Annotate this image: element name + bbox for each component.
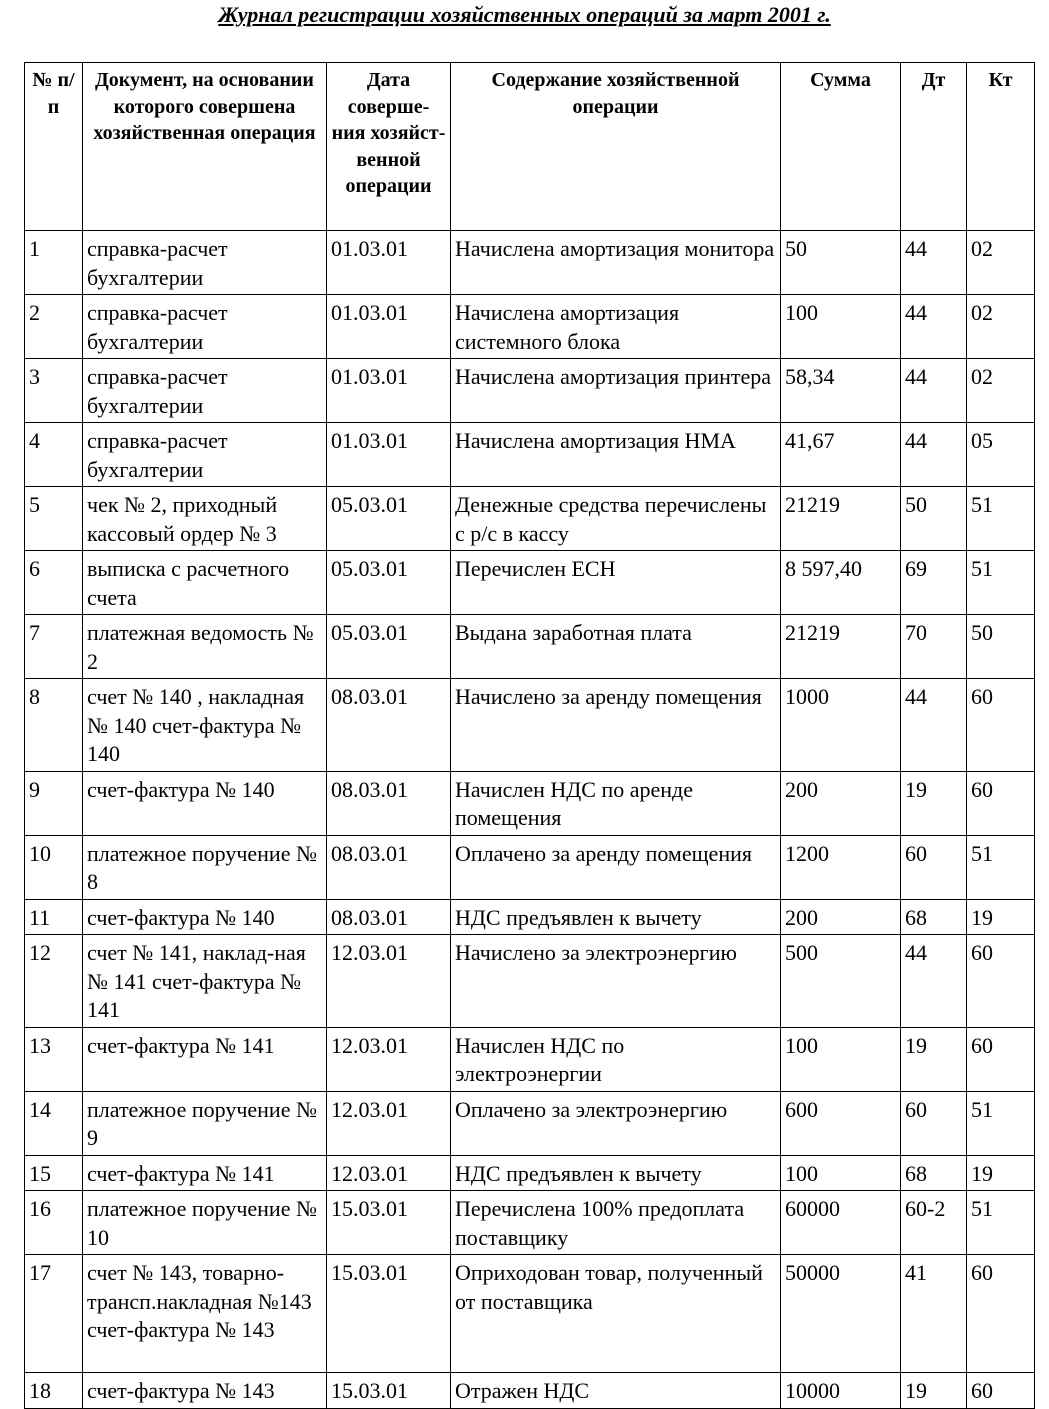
cell-kt: 60 [967, 679, 1035, 772]
cell-date: 08.03.01 [327, 679, 451, 772]
cell-content: Начислена амортизация системного блока [451, 295, 781, 359]
cell-sum: 21219 [781, 487, 901, 551]
cell-date: 08.03.01 [327, 899, 451, 935]
cell-content: Перечислен ЕСН [451, 551, 781, 615]
cell-num: 2 [25, 295, 83, 359]
cell-num: 1 [25, 231, 83, 295]
cell-num: 11 [25, 899, 83, 935]
cell-num: 15 [25, 1155, 83, 1191]
cell-document: счет-фактура № 140 [83, 899, 327, 935]
page-title: Журнал регистрации хозяйственных операций за март 2001 г. [218, 2, 831, 27]
cell-dt: 19 [901, 1027, 967, 1091]
cell-num: 3 [25, 359, 83, 423]
cell-dt: 60 [901, 1091, 967, 1155]
cell-document: выписка с расчетного счета [83, 551, 327, 615]
cell-document: счет-фактура № 141 [83, 1155, 327, 1191]
cell-document: счет-фактура № 143 [83, 1373, 327, 1409]
cell-dt: 69 [901, 551, 967, 615]
cell-num: 12 [25, 935, 83, 1028]
table-row [25, 359, 1035, 423]
cell-content: Денежные средства перечислены с р/с в кассу [451, 487, 781, 551]
cell-content: Перечислена 100% предоплата поставщику [451, 1191, 781, 1255]
cell-document: счет-фактура № 140 [83, 771, 327, 835]
cell-document: счет № 141, наклад-ная № 141 счет-фактура № 141 [83, 935, 327, 1028]
cell-document: чек № 2, приходный кассовый ордер № 3 [83, 487, 327, 551]
cell-dt: 44 [901, 679, 967, 772]
cell-document: справка-расчет бухгалтерии [83, 359, 327, 423]
cell-sum: 500 [781, 935, 901, 1028]
cell-sum: 58,34 [781, 359, 901, 423]
header-row [25, 63, 1035, 231]
cell-date: 08.03.01 [327, 771, 451, 835]
col-header-document: Документ, на основании которого совершена хозяйственная операция [83, 63, 327, 231]
cell-sum: 100 [781, 295, 901, 359]
table-row [25, 615, 1035, 679]
cell-num: 8 [25, 679, 83, 772]
cell-num: 13 [25, 1027, 83, 1091]
cell-kt: 02 [967, 295, 1035, 359]
cell-content: Оплачено за электроэнергию [451, 1091, 781, 1155]
cell-date: 12.03.01 [327, 1027, 451, 1091]
cell-content: Начислено за аренду помещения [451, 679, 781, 772]
cell-date: 01.03.01 [327, 295, 451, 359]
cell-dt: 44 [901, 935, 967, 1028]
table-row [25, 1255, 1035, 1373]
table-row [25, 1191, 1035, 1255]
cell-document: платежное поручение № 9 [83, 1091, 327, 1155]
cell-dt: 68 [901, 899, 967, 935]
cell-document: справка-расчет бухгалтерии [83, 231, 327, 295]
cell-content: Начислен НДС по аренде помещения [451, 771, 781, 835]
cell-kt: 60 [967, 771, 1035, 835]
cell-num: 17 [25, 1255, 83, 1373]
table-row [25, 1373, 1035, 1409]
cell-kt: 60 [967, 935, 1035, 1028]
table-row [25, 935, 1035, 1028]
cell-document: справка-расчет бухгалтерии [83, 295, 327, 359]
col-header-kt: Кт [967, 63, 1035, 231]
cell-date: 15.03.01 [327, 1191, 451, 1255]
cell-document: платежное поручение № 10 [83, 1191, 327, 1255]
cell-dt: 60-2 [901, 1191, 967, 1255]
col-header-dt: Дт [901, 63, 967, 231]
cell-content: Начислено за электроэнергию [451, 935, 781, 1028]
cell-content: Начислена амортизация монитора [451, 231, 781, 295]
cell-date: 12.03.01 [327, 1091, 451, 1155]
cell-date: 01.03.01 [327, 423, 451, 487]
cell-content: Выдана заработная плата [451, 615, 781, 679]
table-row [25, 1091, 1035, 1155]
table-row [25, 423, 1035, 487]
cell-content: НДС предъявлен к вычету [451, 1155, 781, 1191]
cell-kt: 60 [967, 1027, 1035, 1091]
cell-kt: 51 [967, 835, 1035, 899]
table-row [25, 835, 1035, 899]
table-row [25, 771, 1035, 835]
cell-date: 01.03.01 [327, 231, 451, 295]
col-header-date: Дата соверше-ния хозяйст-венной операции [327, 63, 451, 231]
cell-dt: 44 [901, 231, 967, 295]
table-row [25, 551, 1035, 615]
cell-date: 05.03.01 [327, 551, 451, 615]
cell-dt: 68 [901, 1155, 967, 1191]
col-header-sum: Сумма [781, 63, 901, 231]
cell-kt: 19 [967, 1155, 1035, 1191]
cell-content: Начислена амортизация принтера [451, 359, 781, 423]
cell-date: 01.03.01 [327, 359, 451, 423]
cell-num: 7 [25, 615, 83, 679]
cell-num: 6 [25, 551, 83, 615]
table-row [25, 1027, 1035, 1091]
cell-content: Оплачено за аренду помещения [451, 835, 781, 899]
cell-sum: 10000 [781, 1373, 901, 1409]
cell-date: 12.03.01 [327, 935, 451, 1028]
cell-num: 9 [25, 771, 83, 835]
cell-date: 08.03.01 [327, 835, 451, 899]
cell-date: 12.03.01 [327, 1155, 451, 1191]
cell-dt: 41 [901, 1255, 967, 1373]
col-header-content: Содержание хозяйственной операции [451, 63, 781, 231]
cell-sum: 41,67 [781, 423, 901, 487]
cell-sum: 100 [781, 1155, 901, 1191]
cell-document: счет-фактура № 141 [83, 1027, 327, 1091]
cell-kt: 51 [967, 551, 1035, 615]
cell-dt: 60 [901, 835, 967, 899]
cell-content: Отражен НДС [451, 1373, 781, 1409]
cell-date: 05.03.01 [327, 615, 451, 679]
cell-kt: 51 [967, 1091, 1035, 1155]
cell-sum: 8 597,40 [781, 551, 901, 615]
cell-num: 4 [25, 423, 83, 487]
table-row [25, 899, 1035, 935]
table-row [25, 231, 1035, 295]
cell-content: Начислен НДС по электроэнергии [451, 1027, 781, 1091]
cell-kt: 50 [967, 615, 1035, 679]
cell-content: НДС предъявлен к вычету [451, 899, 781, 935]
cell-date: 15.03.01 [327, 1373, 451, 1409]
cell-dt: 44 [901, 359, 967, 423]
cell-num: 10 [25, 835, 83, 899]
cell-kt: 60 [967, 1373, 1035, 1409]
cell-dt: 19 [901, 1373, 967, 1409]
cell-kt: 05 [967, 423, 1035, 487]
cell-sum: 600 [781, 1091, 901, 1155]
cell-sum: 50 [781, 231, 901, 295]
cell-sum: 21219 [781, 615, 901, 679]
cell-sum: 100 [781, 1027, 901, 1091]
cell-document: платежное поручение № 8 [83, 835, 327, 899]
cell-kt: 51 [967, 487, 1035, 551]
cell-dt: 44 [901, 295, 967, 359]
cell-document: платежная ведомость № 2 [83, 615, 327, 679]
cell-num: 16 [25, 1191, 83, 1255]
col-header-num: № п/п [25, 63, 83, 231]
cell-sum: 50000 [781, 1255, 901, 1373]
cell-sum: 200 [781, 899, 901, 935]
table-row [25, 487, 1035, 551]
cell-content: Оприходован товар, полученный от поставщика [451, 1255, 781, 1373]
cell-dt: 50 [901, 487, 967, 551]
journal-table [24, 62, 1035, 1409]
cell-dt: 70 [901, 615, 967, 679]
cell-kt: 02 [967, 231, 1035, 295]
cell-num: 5 [25, 487, 83, 551]
cell-sum: 1000 [781, 679, 901, 772]
cell-content: Начислена амортизация НМА [451, 423, 781, 487]
cell-document: счет № 140 , накладная № 140 счет-фактура № 140 [83, 679, 327, 772]
cell-dt: 19 [901, 771, 967, 835]
cell-num: 14 [25, 1091, 83, 1155]
cell-kt: 02 [967, 359, 1035, 423]
cell-kt: 60 [967, 1255, 1035, 1373]
cell-sum: 200 [781, 771, 901, 835]
table-row [25, 1155, 1035, 1191]
cell-sum: 1200 [781, 835, 901, 899]
cell-date: 15.03.01 [327, 1255, 451, 1373]
table-row [25, 679, 1035, 772]
table-row [25, 295, 1035, 359]
cell-date: 05.03.01 [327, 487, 451, 551]
cell-num: 18 [25, 1373, 83, 1409]
cell-kt: 51 [967, 1191, 1035, 1255]
cell-document: счет № 143, товарно-трансп.накладная №143 счет-фактура № 143 [83, 1255, 327, 1373]
cell-kt: 19 [967, 899, 1035, 935]
cell-dt: 44 [901, 423, 967, 487]
cell-sum: 60000 [781, 1191, 901, 1255]
cell-document: справка-расчет бухгалтерии [83, 423, 327, 487]
